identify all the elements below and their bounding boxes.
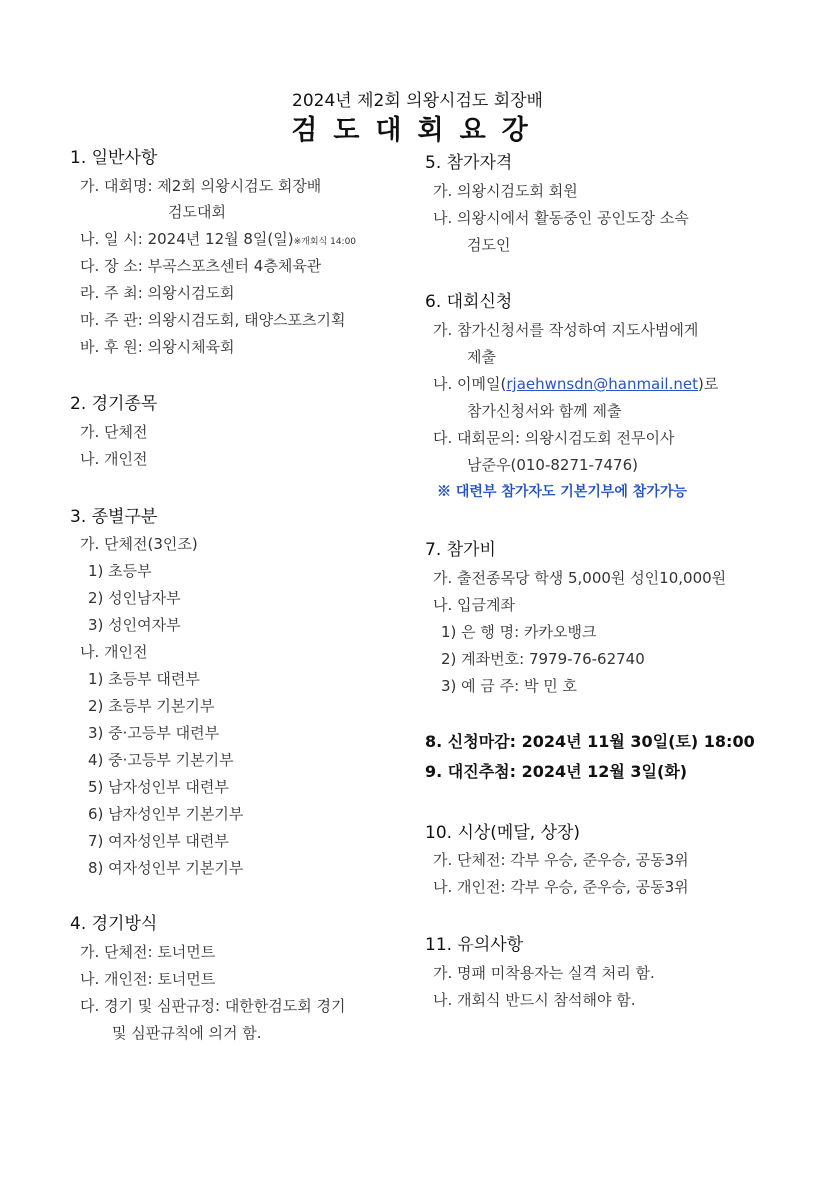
division-item: 3) 중·고등부 대련부 <box>88 724 220 742</box>
event-type-individual: 나. 개인전 <box>80 450 148 468</box>
division-item: 1) 초등부 <box>88 562 152 580</box>
page-title: 검도대회요강 <box>291 115 544 146</box>
eligibility-item: 가. 의왕시검도회 회원 <box>433 182 578 200</box>
award-item: 가. 단체전: 각부 우승, 준우승, 공동3위 <box>433 851 689 869</box>
event-type-team: 가. 단체전 <box>80 423 148 441</box>
email-link[interactable]: rjaehwnsdn@hanmail.net <box>506 375 698 393</box>
section-9-heading: 9. 대진추첨: 2024년 12월 3일(화) <box>425 762 688 781</box>
apply-email-suffix: )로 <box>697 375 719 393</box>
division-item: 7) 여자성인부 대련부 <box>88 832 229 850</box>
event-date <box>80 228 356 249</box>
division-item: 가. 단체전(3인조) <box>80 535 198 553</box>
event-name: 가. 대회명: 제2회 의왕시검도 회장배 <box>80 177 322 195</box>
division-item: 3) 성인여자부 <box>88 616 181 634</box>
section-5-heading: 5. 참가자격 <box>425 153 513 173</box>
event-venue: 다. 장 소: 부곡스포츠센터 4층체육관 <box>80 257 322 275</box>
format-rules: 다. 경기 및 심판규정: 대한한검도회 경기 <box>80 997 346 1015</box>
event-organizer: 마. 주 관: 의왕시검도회, 태양스포츠기획 <box>80 311 346 329</box>
division-item: 2) 초등부 기본기부 <box>88 697 215 715</box>
fee-item: 가. 출전종목당 학생 5,000원 성인10,000원 <box>433 569 727 587</box>
apply-item: 다. 대회문의: 의왕시검도회 전무이사 <box>433 429 675 447</box>
notice-item: 가. 명패 미착용자는 실격 처리 함. <box>433 964 655 982</box>
fee-item: 3) 예 금 주: 박 민 호 <box>441 677 577 695</box>
section-11-heading: 11. 유의사항 <box>425 935 524 955</box>
division-item: 1) 초등부 대련부 <box>88 670 200 688</box>
apply-email-prefix: 나. 이메일( <box>433 375 507 393</box>
apply-item: 남준우(010-8271-7476) <box>467 456 638 474</box>
fee-item: 2) 계좌번호: 7979-76-62740 <box>441 650 645 668</box>
section-3-heading: 3. 종별구분 <box>70 507 158 527</box>
apply-item: 제출 <box>467 348 496 366</box>
event-name-cont: 검도대회 <box>168 203 226 221</box>
fee-item: 1) 은 행 명: 카카오뱅크 <box>441 623 597 641</box>
apply-item: 가. 참가신청서를 작성하여 지도사범에게 <box>433 321 699 339</box>
section-7-heading: 7. 참가비 <box>425 540 496 560</box>
apply-item: 참가신청서와 함께 제출 <box>467 402 622 420</box>
event-date-text: 나. 일 시: 2024년 12월 8일(일) <box>80 230 294 248</box>
apply-note: ※ 대련부 참가자도 기본기부에 참가가능 <box>437 484 687 500</box>
eligibility-item: 나. 의왕시에서 활동중인 공인도장 소속 <box>433 209 689 227</box>
section-6-heading: 6. 대회신청 <box>425 292 513 312</box>
section-10-heading: 10. 시상(메달, 상장) <box>425 823 581 843</box>
division-item: 8) 여자성인부 기본기부 <box>88 859 244 877</box>
format-team: 가. 단체전: 토너먼트 <box>80 943 216 961</box>
eligibility-item: 검도인 <box>467 236 511 254</box>
division-item: 2) 성인남자부 <box>88 589 181 607</box>
event-sponsor: 바. 후 원: 의왕시체육회 <box>80 338 235 356</box>
event-host: 라. 주 최: 의왕시검도회 <box>80 284 235 302</box>
format-rules-cont: 및 심판규칙에 의거 함. <box>112 1024 262 1042</box>
section-1-heading: 1. 일반사항 <box>70 148 158 168</box>
apply-email-line <box>433 373 718 394</box>
section-4-heading: 4. 경기방식 <box>70 914 158 934</box>
division-item: 4) 중·고등부 기본기부 <box>88 751 234 769</box>
title-line1: 2024년 제2회 의왕시검도 회장배 <box>292 91 543 111</box>
notice-item: 나. 개회식 반드시 참석해야 함. <box>433 991 636 1009</box>
opening-note: ※개회식 14:00 <box>293 237 357 247</box>
format-individual: 나. 개인전: 토너먼트 <box>80 970 216 988</box>
division-item: 나. 개인전 <box>80 643 148 661</box>
fee-item: 나. 입금계좌 <box>433 596 515 614</box>
award-item: 나. 개인전: 각부 우승, 준우승, 공동3위 <box>433 878 689 896</box>
division-item: 5) 남자성인부 대련부 <box>88 778 229 796</box>
section-2-heading: 2. 경기종목 <box>70 394 158 414</box>
division-item: 6) 남자성인부 기본기부 <box>88 805 244 823</box>
section-8-heading: 8. 신청마감: 2024년 11월 30일(토) 18:00 <box>425 732 755 751</box>
